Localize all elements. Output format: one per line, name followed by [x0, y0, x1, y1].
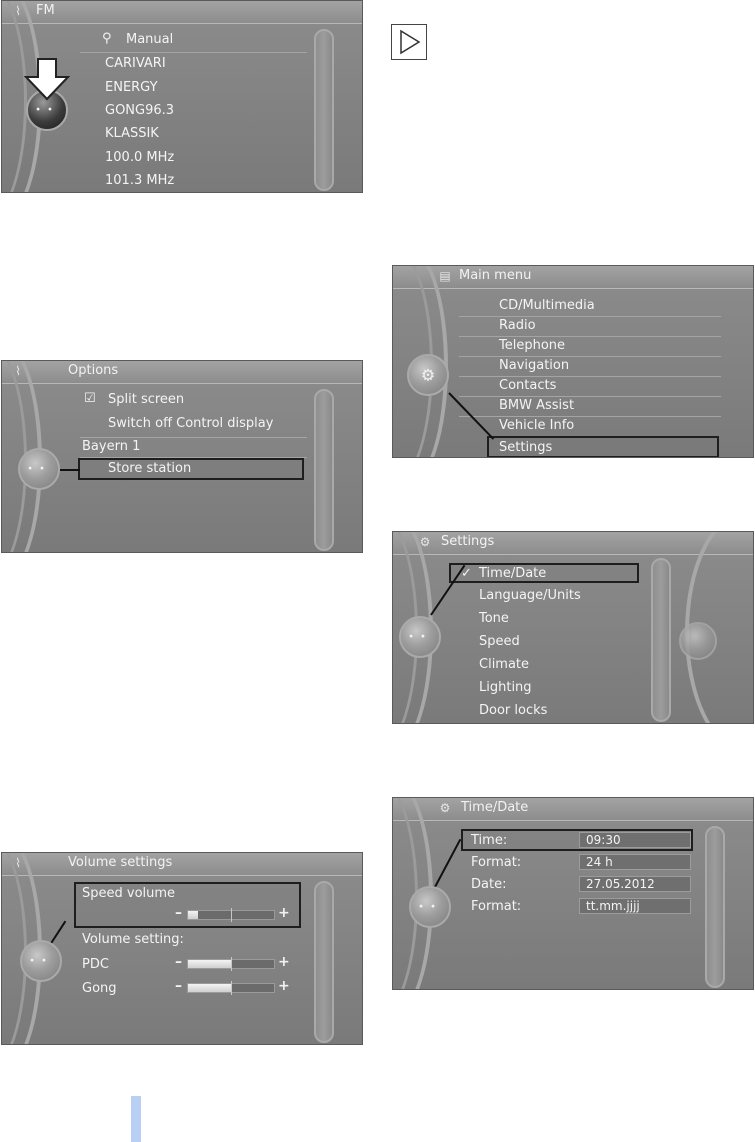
main-menu-item[interactable]: Telephone	[499, 338, 566, 353]
time-date-screen	[392, 797, 754, 990]
scrollbar[interactable]	[705, 826, 725, 988]
options-switch-off-display[interactable]: Switch off Control display	[108, 416, 274, 431]
controller-dots-icon: ••	[408, 631, 432, 643]
fm-item-station[interactable]: GONG96.3	[105, 103, 175, 118]
scrollbar[interactable]	[651, 558, 671, 722]
main-menu-item[interactable]: Navigation	[499, 358, 570, 373]
pdc-minus-icon[interactable]: –	[175, 954, 182, 970]
settings-item[interactable]: Climate	[479, 657, 530, 672]
volume-screen	[1, 852, 363, 1045]
page-marker	[131, 1096, 141, 1142]
fm-item-manual[interactable]: Manual	[126, 32, 174, 47]
options-station-name: Bayern 1	[82, 439, 141, 454]
pdc-fill	[188, 960, 231, 968]
secondary-knob	[679, 622, 717, 660]
gong-minus-icon[interactable]: –	[175, 978, 182, 994]
main-menu-item[interactable]: Vehicle Info	[499, 418, 575, 433]
controller-knob[interactable]	[409, 886, 451, 928]
divider	[459, 396, 721, 397]
controller-dots-icon: ••	[35, 104, 59, 116]
fm-item-station[interactable]: KLASSIK	[105, 126, 159, 141]
divider	[459, 316, 721, 317]
gong-slider[interactable]	[187, 983, 275, 993]
speed-volume-slider[interactable]	[187, 910, 275, 920]
main-menu-title: Main menu	[459, 268, 532, 283]
date-value-field[interactable]: 27.05.2012	[579, 876, 691, 892]
options-screen	[1, 360, 363, 553]
format-label: Format:	[471, 855, 522, 870]
divider	[459, 356, 721, 357]
radio-antenna-icon: ⌇	[15, 364, 21, 378]
settings-item[interactable]: Tone	[479, 611, 509, 626]
fm-item-frequency[interactable]: 100.0 MHz	[105, 150, 175, 165]
settings-item-time-date[interactable]: Time/Date	[479, 566, 547, 581]
options-titlebar	[2, 361, 362, 384]
scrollbar[interactable]	[314, 29, 334, 191]
settings-title: Settings	[441, 534, 495, 549]
gong-fill	[188, 984, 231, 992]
main-menu-item[interactable]: CD/Multimedia	[499, 298, 595, 313]
divider	[459, 376, 721, 377]
fm-screen	[1, 0, 363, 193]
controller-knob[interactable]	[20, 940, 62, 982]
callout-line	[60, 469, 80, 471]
time-date-title: Time/Date	[461, 800, 529, 815]
controller-dots-icon: ••	[29, 955, 53, 967]
options-title: Options	[68, 363, 119, 378]
slider-tick	[231, 981, 232, 995]
main-menu-screen	[392, 265, 754, 458]
controller-knob[interactable]	[399, 616, 441, 658]
settings-screen	[392, 531, 754, 724]
settings-item[interactable]: Language/Units	[479, 588, 581, 603]
clock-gear-icon: ⚙	[439, 801, 451, 815]
press-down-arrow-icon	[24, 57, 70, 101]
split-screen-check-icon: ☑	[84, 391, 96, 406]
date-label: Date:	[471, 877, 507, 892]
pdc-plus-icon[interactable]: +	[278, 954, 290, 970]
main-menu-item[interactable]: BMW Assist	[499, 398, 575, 413]
pdc-label: PDC	[82, 957, 109, 972]
volume-title: Volume settings	[68, 855, 173, 870]
controller-dots-icon: ••	[27, 463, 51, 475]
speed-volume-label: Speed volume	[82, 886, 176, 901]
format-label: Format:	[471, 899, 522, 914]
controller-dots-icon: ••	[418, 901, 442, 913]
callout-line	[434, 839, 461, 888]
divider	[459, 416, 721, 417]
options-store-station[interactable]: Store station	[108, 461, 192, 476]
main-menu-item-settings[interactable]: Settings	[499, 440, 553, 455]
slider-tick	[231, 957, 232, 971]
pdc-slider[interactable]	[187, 959, 275, 969]
divider	[80, 437, 307, 438]
settings-item[interactable]: Lighting	[479, 680, 532, 695]
time-format-field[interactable]: 24 h	[579, 854, 691, 870]
speed-volume-minus-icon[interactable]: –	[175, 905, 182, 921]
gong-plus-icon[interactable]: +	[278, 978, 290, 994]
main-menu-item[interactable]: Radio	[499, 318, 536, 333]
scrollbar[interactable]	[314, 389, 334, 551]
time-date-titlebar	[393, 798, 753, 821]
divider	[80, 52, 307, 53]
controller-knob[interactable]	[407, 354, 449, 396]
fm-item-frequency[interactable]: 101.3 MHz	[105, 173, 175, 188]
main-menu-item[interactable]: Contacts	[499, 378, 557, 393]
gong-label: Gong	[82, 981, 117, 996]
scrollbar[interactable]	[314, 881, 334, 1043]
main-menu-titlebar	[393, 266, 753, 289]
time-value-field[interactable]: 09:30	[579, 832, 691, 848]
options-split-screen[interactable]: Split screen	[108, 392, 185, 407]
radio-antenna-icon: ⌇	[15, 4, 21, 18]
speed-volume-plus-icon[interactable]: +	[278, 905, 290, 921]
volume-setting-label: Volume setting:	[82, 932, 184, 947]
fm-titlebar	[2, 1, 362, 24]
gear-icon: ⚙	[419, 535, 431, 549]
slider-tick	[231, 908, 232, 922]
settings-item[interactable]: Door locks	[479, 703, 548, 718]
fm-item-station[interactable]: CARIVARI	[105, 56, 166, 71]
fm-title: FM	[36, 3, 55, 18]
speed-volume-fill	[188, 911, 198, 919]
callout-line	[430, 565, 465, 616]
gear-icon: ⚙	[420, 365, 436, 385]
checkmark-icon: ✓	[461, 566, 472, 581]
fm-search-icon: ⚲	[102, 31, 112, 46]
volume-titlebar	[2, 853, 362, 876]
controller-knob[interactable]	[18, 448, 60, 490]
settings-titlebar	[393, 532, 753, 555]
radio-antenna-icon: ⌇	[15, 856, 21, 870]
settings-item[interactable]: Speed	[479, 634, 520, 649]
divider	[459, 336, 721, 337]
time-label: Time:	[471, 833, 508, 848]
menu-icon: ▤	[439, 269, 451, 283]
date-format-field[interactable]: tt.mm.jjjj	[579, 898, 691, 914]
fm-item-station[interactable]: ENERGY	[105, 80, 158, 95]
play-triangle-icon	[391, 24, 427, 60]
